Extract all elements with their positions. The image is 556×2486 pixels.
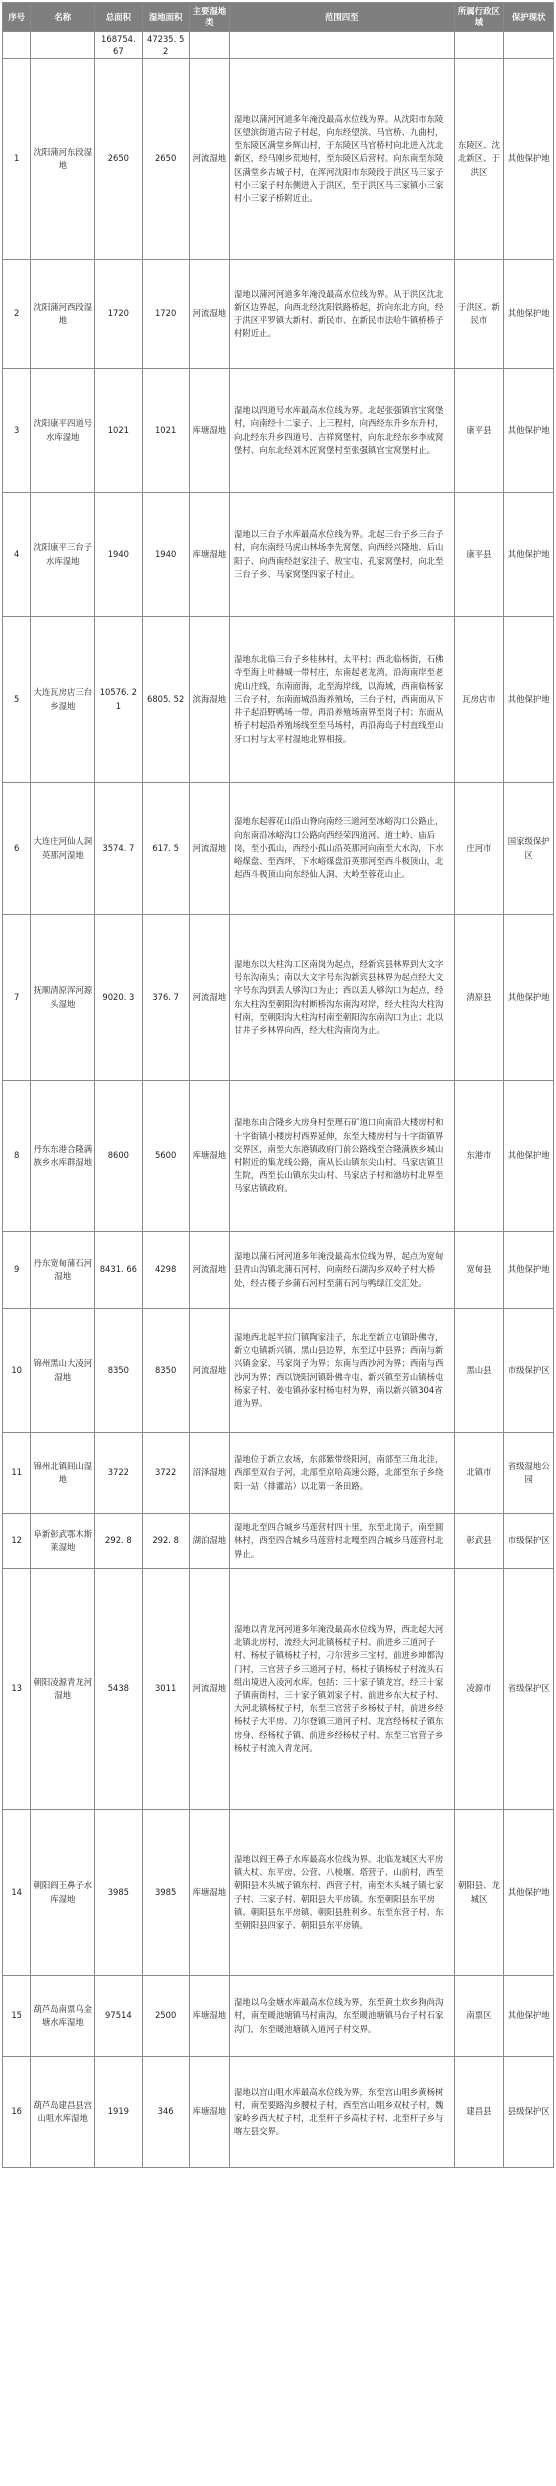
row-status: 其他保护地 — [504, 493, 554, 617]
row-total: 8431. 66 — [95, 1232, 142, 1309]
table-row — [3, 1976, 554, 2057]
row-name: 沈阳蒲河西段湿地 — [31, 260, 95, 369]
row-region: 黑山县 — [454, 1309, 504, 1433]
row-no: 5 — [3, 617, 31, 783]
row-type: 河流湿地 — [189, 59, 229, 260]
row-scope: 湿地西北起半拉门镇陶家洼子，东北至新立屯镇卧佛寺，新立屯镇新兴镇、黑山县边界，东至辽中县界；西南与新兴镇金家、马家岗子为界；东南与西沙河为界；西南与西沙河为界；西以饶阳河镇卧佛寺屯、新兴镇至芳山镇杨屯杨家子村、姜屯镇孙家村杨屯村为界，南以新兴镇304省道为界。 — [229, 1309, 454, 1433]
row-region: 建昌县 — [454, 2057, 504, 2168]
table-row — [3, 1232, 554, 1309]
row-type: 库塘湿地 — [189, 1081, 229, 1232]
summary-no-cell — [3, 32, 31, 59]
table-row — [3, 2057, 554, 2168]
row-scope: 湿地东由合隆乡大房身村至理石矿道口向南沿大楼房村和十字街镇小楼房村西界延伸，东至大楼房村与十字街镇界交界区，南至大东港镇政府门前公路线至合隆满族乡城山村附近的集龙线公路，南从长山镇东尖山村、马家店镇卫生院，西至长山镇东尖山村、马家店子村和渤坊村北界至马家店镇政府。 — [229, 1081, 454, 1232]
row-status: 其他保护地 — [504, 59, 554, 260]
row-no: 12 — [3, 1514, 31, 1569]
table-row — [3, 1309, 554, 1433]
row-scope: 湿地位于新立农场，东部紫带绕阳河，南部至三角北洼，西部至双台子河，北部至京哈高速公路，北部至东子乡绕阳一站（排灌站）以北第一条田路。 — [229, 1433, 454, 1514]
row-region: 康平县 — [454, 369, 504, 493]
row-name: 朝阳凌源青龙河湿地 — [31, 1569, 95, 1810]
row-status: 其他保护地 — [504, 1976, 554, 2057]
header-row — [3, 3, 554, 32]
row-name: 抚顺清原浑河源头湿地 — [31, 915, 95, 1081]
row-name: 沈阳蒲河东段湿地 — [31, 59, 95, 260]
row-total: 9020. 3 — [95, 915, 142, 1081]
row-no: 10 — [3, 1309, 31, 1433]
row-region: 康平县 — [454, 493, 504, 617]
row-type: 河流湿地 — [189, 1309, 229, 1433]
row-name: 锦州黑山大凌河湿地 — [31, 1309, 95, 1433]
row-total: 3722 — [95, 1433, 142, 1514]
row-no: 7 — [3, 915, 31, 1081]
row-scope: 湿地以蒲石河河道多年淹没最高水位线为界，起点为宽甸县青山沟镇北蒲石河村，向南经石湖沟乡双岭子村大桥处，经古楼子乡蒲石河村至蒲石河与鸭绿江交汇处。 — [229, 1232, 454, 1309]
table-row — [3, 493, 554, 617]
row-wet: 3985 — [142, 1810, 189, 1976]
table-row — [3, 1514, 554, 1569]
row-total: 1720 — [95, 260, 142, 369]
row-type: 库塘湿地 — [189, 493, 229, 617]
row-name: 沈阳康平三台子水库湿地 — [31, 493, 95, 617]
row-no: 16 — [3, 2057, 31, 2168]
row-scope: 湿地东北临三台子乡桂林村，太平村；西北临杨街，石佛寺至海上叶赫城一带村庄，东南起老龙湾，沿海南岸至老虎山庄线，东南面海，北至海岸线，以海域，西南临杨家三台子村，东南面城沿海养殖场，三台子村，西南面从下井子起沿野鸭场一带。再沿养殖场南界至岗子村；东面从桥子村起沿养殖场线至至马场村，再沿海岛子村直线至山牙口村与太平村湿地北界相接。 — [229, 617, 454, 783]
row-no: 8 — [3, 1081, 31, 1232]
summary-status-cell — [504, 32, 554, 59]
row-total: 292. 8 — [95, 1514, 142, 1569]
row-status: 省级保护区 — [504, 1569, 554, 1810]
row-wet: 617. 5 — [142, 783, 189, 915]
header-type: 主要湿地类 — [189, 3, 229, 32]
row-status: 国家级保护区 — [504, 783, 554, 915]
row-region: 庄河市 — [454, 783, 504, 915]
row-type: 库塘湿地 — [189, 2057, 229, 2168]
row-type: 河流湿地 — [189, 260, 229, 369]
row-status: 其他保护地 — [504, 260, 554, 369]
row-type: 滨海湿地 — [189, 617, 229, 783]
row-scope: 湿地以阎王鼻子水库最高水位线为界。北临龙城区大平房镇大杖、东平房、公营、八棱堰、塔营子、山前村，西至朝阳县木头城子镇东村、西营子村，南至木头城子镇七家子村、三家子村、朝阳县大平房镇。东至朝阳县东平房镇、朝阳县东平房镇、朝阳县胜利乡、东至东营子村、东至朝阳县四家子、朝阳县东平房镇。 — [229, 1810, 454, 1976]
row-wet: 2650 — [142, 59, 189, 260]
row-region: 宽甸县 — [454, 1232, 504, 1309]
row-name: 葫芦岛建昌县宫山咀水库湿地 — [31, 2057, 95, 2168]
row-type: 河流湿地 — [189, 1569, 229, 1810]
row-type: 河流湿地 — [189, 915, 229, 1081]
table-row — [3, 1081, 554, 1232]
row-wet: 2500 — [142, 1976, 189, 2057]
row-no: 13 — [3, 1569, 31, 1810]
row-status: 县级保护区 — [504, 2057, 554, 2168]
row-total: 1940 — [95, 493, 142, 617]
row-no: 4 — [3, 493, 31, 617]
row-status: 其他保护地 — [504, 369, 554, 493]
row-scope: 湿地以蒲河河道多年淹没最高水位线为界。从于洪区沈北新区边界起，向西北经沈阳铁路桥起，折向东北方向，经于洪区平罗镇大新村、新民市、在新民市法哈牛镇桥桥子村附近止。 — [229, 260, 454, 369]
table-row — [3, 915, 554, 1081]
row-scope: 湿地东起蓉花山沿山脊向南经三道河至冰峪沟口公路止，向东南沿冰峪沟口公路向西经荣四道河、道士岭、庙后岗，至小孤山，西经小孤山沿英那河向南至大水沟，下水峪煤盘、至西坪，下水峪煤盘沿英那河至西斗极顶山，北起西斗极顶山向东经仙人洞、大岭至蓉花山止。 — [229, 783, 454, 915]
row-wet: 292. 8 — [142, 1514, 189, 1569]
row-scope: 湿地以宫山咀水库最高水位线为界，东至宫山咀乡黄杨树村，南至要路沟乡腰杖子村，西至宫山咀乡双杖子村，魏家岭乡西大杖子村，北至杆子乡高杖子村、北至杆子乡与喀左县交界。 — [229, 2057, 454, 2168]
row-total: 5438 — [95, 1569, 142, 1810]
row-type: 库塘湿地 — [189, 1810, 229, 1976]
row-total: 1021 — [95, 369, 142, 493]
row-total: 8600 — [95, 1081, 142, 1232]
row-status: 其他保护地 — [504, 915, 554, 1081]
row-no: 15 — [3, 1976, 31, 2057]
row-region: 北镇市 — [454, 1433, 504, 1514]
row-name: 阜新彰武鄂木斯莱湿地 — [31, 1514, 95, 1569]
row-region: 于洪区、新民市 — [454, 260, 504, 369]
row-total: 2650 — [95, 59, 142, 260]
row-scope: 湿地以乌金塘水库最高水位线为界，东至黄土坎乡狗尚沟村，南至暖池塘镇马村南沟，东至暖池塘镇马台子村石家沟门，东至暖池塘镇入道河子村交界。 — [229, 1976, 454, 2057]
summary-region-cell — [454, 32, 504, 59]
row-region: 东陵区、沈北新区、于洪区 — [454, 59, 504, 260]
row-name: 沈阳康平四道号水库湿地 — [31, 369, 95, 493]
row-wet: 346 — [142, 2057, 189, 2168]
row-total: 97514 — [95, 1976, 142, 2057]
row-no: 1 — [3, 59, 31, 260]
row-scope: 湿地以蒲河河道多年淹没最高水位线为界。从沈阳市东陵区望滨街道古砬子村起，向东经望滨、马官桥、九曲村，至东陵区满堂乡辉山村，于东陵区马官桥村向北进入沈北新区，经马刚乡荒地村，至东陵区后营村。向东南至东陵区满堂乡古城子村，在浑河沈阳市东陵段于洪区马三家子村小三家子村东侧进入于洪区，至于洪区马三家镇小三家村小三家子桥附近止。 — [229, 59, 454, 260]
row-wet: 1940 — [142, 493, 189, 617]
row-region: 东港市 — [454, 1081, 504, 1232]
row-type: 河流湿地 — [189, 783, 229, 915]
header-total: 总面积 — [95, 3, 142, 32]
row-status: 其他保护地 — [504, 1081, 554, 1232]
row-region: 南票区 — [454, 1976, 504, 2057]
summary-row — [3, 32, 554, 59]
row-status: 其他保护地 — [504, 1810, 554, 1976]
row-status: 其他保护地 — [504, 1232, 554, 1309]
row-scope: 湿地以四道号水库最高水位线为界。北起张强镇官宝窝堡村，向南经十二家子、上三程村，向西经东升乡东升村，向北经东升乡四道号、吉祥窝堡村，向东北经东乡李成窝堡村、向东北经刘木匠窝堡村至张强镇官宝窝堡村止。 — [229, 369, 454, 493]
row-wet: 6805. 52 — [142, 617, 189, 783]
row-type: 沼泽湿地 — [189, 1433, 229, 1514]
row-wet: 1720 — [142, 260, 189, 369]
row-region: 瓦房店市 — [454, 617, 504, 783]
header-no: 序号 — [3, 3, 31, 32]
row-name: 葫芦岛南票乌金塘水库湿地 — [31, 1976, 95, 2057]
row-status: 市级保护区 — [504, 1514, 554, 1569]
row-status: 其他保护地 — [504, 617, 554, 783]
row-region: 凌源市 — [454, 1569, 504, 1810]
summary-total: 168754. 67 — [95, 32, 142, 59]
row-name: 丹东宽甸蒲石河湿地 — [31, 1232, 95, 1309]
row-wet: 3722 — [142, 1433, 189, 1514]
row-scope: 湿地东以大柱沟工区南岗为起点，经新宾县林界到大文字号东沟南头；南以大文字号东沟新宾县林界为起点经大文字号东沟到丢人够沟口为止；西以丢人够沟口为起点，经东大柱沟至朝阳沟村断桥沟东南沟对岸，经大柱沟大柱沟村南，至朝阳沟大柱沟村南至朝阳沟东南沟口为止；北以甘井子乡林界向西，经大柱沟南岗为止。 — [229, 915, 454, 1081]
table-row — [3, 783, 554, 915]
summary-name-cell — [31, 32, 95, 59]
row-scope: 湿地以三台子水库最高水位线为界。北起三台子乡三台子村，向东南经马虎山林场李先窝堡、向西经兴隆地、后山阳子、向西南经赵家洼子、敖宝屯、孔家窝堡村，向北至三台子乡、马家窝堡四家子村止。 — [229, 493, 454, 617]
table-row — [3, 617, 554, 783]
row-wet: 4298 — [142, 1232, 189, 1309]
row-wet: 5600 — [142, 1081, 189, 1232]
wetland-table — [2, 2, 554, 2168]
header-status: 保护现状 — [504, 3, 554, 32]
row-wet: 8350 — [142, 1309, 189, 1433]
row-status: 省级湿地公园 — [504, 1433, 554, 1514]
table-row — [3, 59, 554, 260]
row-wet: 376. 7 — [142, 915, 189, 1081]
row-type: 河流湿地 — [189, 1232, 229, 1309]
row-name: 锦州北镇闾山湿地 — [31, 1433, 95, 1514]
row-type: 库塘湿地 — [189, 369, 229, 493]
summary-type-cell — [189, 32, 229, 59]
row-scope: 湿地以青龙河河道多年淹没最高水位线为界，西北起大河北镇北房村，流经大河北镇杨杖子村、前进乡三道河子村、杨杖子镇杨杖子村，刁尔营乡三宝村，前进乡坤都沟门村，三官营子乡三道河子村，杨杖子镇杨杖子村流头石组出境进入凌河水库。包括：三十家子镇龙宫，经三十家子镇南街村，三十家子镇刘家子村、前进乡东大杖子村、大河北镇杨杖子村，东至三官营子乡杨杖子村，前进乡经杨杖子大平房、刀尔登镇三道河子村、龙宫经杨杖子镇东房身、经杨杖子镇、前进乡经杨杖子村、东至三官营子乡杨杖子村流入青龙河。 — [229, 1569, 454, 1810]
row-total: 3985 — [95, 1810, 142, 1976]
row-name: 大连瓦房店三台乡湿地 — [31, 617, 95, 783]
table-row — [3, 260, 554, 369]
summary-wet: 47235. 52 — [142, 32, 189, 59]
row-no: 11 — [3, 1433, 31, 1514]
row-name: 朝阳阎王鼻子水库湿地 — [31, 1810, 95, 1976]
row-status: 市级保护区 — [504, 1309, 554, 1433]
row-scope: 湿地北至四合城乡马莲营村四十里，东至北岗子，南至圆林村，西至四合城乡马莲营村北嘎至四合城乡马莲营村北界止。 — [229, 1514, 454, 1569]
row-type: 库塘湿地 — [189, 1976, 229, 2057]
row-region: 朝阳县、龙城区 — [454, 1810, 504, 1976]
row-name: 大连庄河仙人洞英那河湿地 — [31, 783, 95, 915]
header-scope: 范围四至 — [229, 3, 454, 32]
header-region: 所属行政区域 — [454, 3, 504, 32]
row-no: 3 — [3, 369, 31, 493]
row-wet: 3011 — [142, 1569, 189, 1810]
row-no: 2 — [3, 260, 31, 369]
row-no: 9 — [3, 1232, 31, 1309]
table-row — [3, 369, 554, 493]
row-total: 8350 — [95, 1309, 142, 1433]
row-wet: 1021 — [142, 369, 189, 493]
row-no: 6 — [3, 783, 31, 915]
table-row — [3, 1810, 554, 1976]
row-region: 彰武县 — [454, 1514, 504, 1569]
row-name: 丹东东港合隆满族乡水库群湿地 — [31, 1081, 95, 1232]
row-total: 1919 — [95, 2057, 142, 2168]
header-wet: 湿地面积 — [142, 3, 189, 32]
table-wrapper — [2, 2, 554, 2168]
row-no: 14 — [3, 1810, 31, 1976]
table-row — [3, 1569, 554, 1810]
summary-scope-cell — [229, 32, 454, 59]
row-total: 10576. 21 — [95, 617, 142, 783]
header-name: 名称 — [31, 3, 95, 32]
row-region: 清原县 — [454, 915, 504, 1081]
table-row — [3, 1433, 554, 1514]
row-total: 3574. 7 — [95, 783, 142, 915]
row-type: 湖泊湿地 — [189, 1514, 229, 1569]
